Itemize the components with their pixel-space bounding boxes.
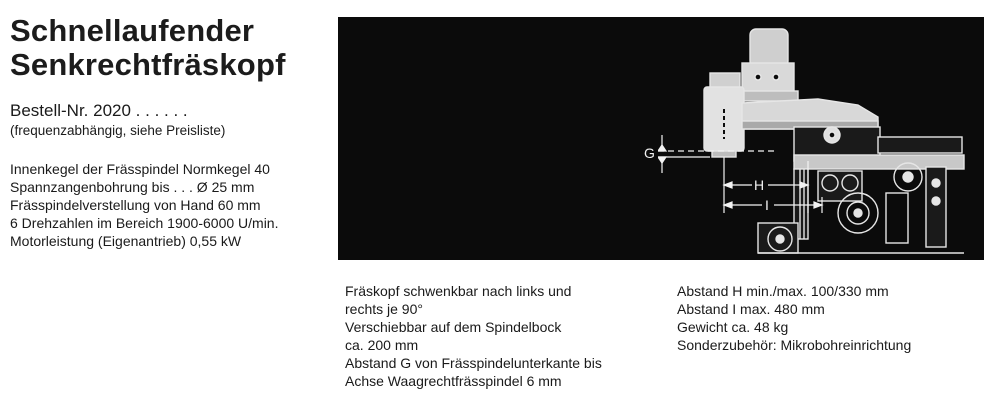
- product-title-line-2: Senkrechtfräskopf: [10, 47, 286, 82]
- detail-line: rechts je 90°: [345, 301, 423, 317]
- dimension-label-h: H: [754, 177, 765, 193]
- details-right: [677, 282, 911, 354]
- milling-head-drawing: [338, 17, 984, 260]
- spec-line: Spannzangenbohrung bis . . . Ø 25 mm: [10, 179, 255, 195]
- detail-line: Abstand H min./max. 100/330 mm: [677, 283, 889, 299]
- spec-line: Motorleistung (Eigenantrieb) 0,55 kW: [10, 233, 242, 249]
- detail-line: Verschiebbar auf dem Spindelbock: [345, 319, 562, 335]
- spec-line: Innenkegel der Frässpindel Normkegel 40: [10, 161, 270, 177]
- dimension-label-i: I: [765, 197, 769, 213]
- detail-line: Achse Waagrechtfrässpindel 6 mm: [345, 373, 562, 389]
- detail-line: ca. 200 mm: [345, 337, 419, 353]
- detail-line: Fräskopf schwenkbar nach links und: [345, 283, 572, 299]
- details-left: [345, 282, 602, 390]
- detail-line: Abstand I max. 480 mm: [677, 301, 825, 317]
- spec-list: [10, 160, 278, 250]
- machine-photo: [338, 17, 984, 260]
- detail-line: Abstand G von Frässpindelunterkante bis: [345, 355, 602, 371]
- spec-line: 6 Drehzahlen im Bereich 1900-6000 U/min.: [10, 215, 279, 231]
- dimension-label-g: G: [644, 145, 655, 161]
- detail-line: Sonderzubehör: Mikrobohreinrichtung: [677, 337, 912, 353]
- detail-line: Gewicht ca. 48 kg: [677, 319, 789, 335]
- product-title: [10, 14, 286, 82]
- product-title-line-1: Schnellaufender: [10, 13, 255, 48]
- order-note: (frequenzabhängig, siehe Preisliste): [10, 123, 226, 138]
- order-number: Bestell-Nr. 2020 . . . . . .: [10, 101, 188, 120]
- spec-line: Frässpindelverstellung von Hand 60 mm: [10, 197, 261, 213]
